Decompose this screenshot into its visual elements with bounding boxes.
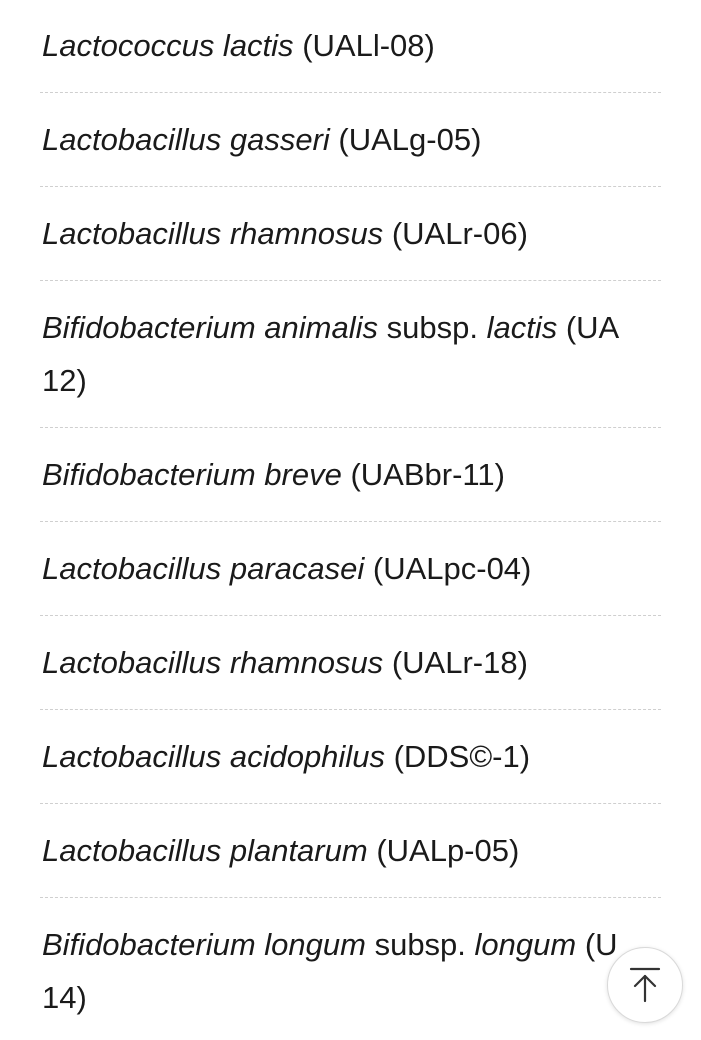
strain-name: Lactobacillus rhamnosus: [42, 645, 384, 680]
strain-name: Lactobacillus gasseri: [42, 122, 330, 157]
strain-code: (DDS©-1): [393, 739, 531, 774]
list-item: [40, 710, 661, 804]
strain-name: Lactobacillus paracasei: [42, 551, 365, 586]
strain-name: Bifidobacterium breve: [42, 457, 342, 492]
list-item: [40, 898, 661, 1040]
list-item: [40, 804, 661, 898]
strain-name: Bifidobacterium animalis: [42, 310, 378, 345]
subspecies-label: subsp.: [386, 310, 478, 345]
list-item: [40, 616, 661, 710]
strain-name: Lactobacillus plantarum: [42, 833, 368, 868]
strain-name: Lactobacillus rhamnosus: [42, 216, 384, 251]
subspecies-label: subsp.: [374, 927, 466, 962]
strain-code-continued: 12): [42, 363, 87, 398]
strain-name: Lactococcus lactis: [42, 28, 294, 63]
list-item: [40, 522, 661, 616]
arrow-up-to-top-icon: [628, 966, 662, 1004]
strain-name: Lactobacillus acidophilus: [42, 739, 385, 774]
list-item: [40, 281, 661, 428]
strain-code: (UALr-06): [391, 216, 528, 251]
strain-code: (UABbr-11): [350, 457, 505, 492]
list-item: [40, 187, 661, 281]
subspecies-name: longum: [474, 927, 577, 962]
strain-code: (UALl-08): [302, 28, 435, 63]
list-item: [40, 0, 661, 93]
strain-code: (UALpc-04): [372, 551, 532, 586]
strain-code-continued: 14): [42, 980, 87, 1015]
strain-code: (UA: [565, 310, 620, 345]
subspecies-name: lactis: [486, 310, 558, 345]
strain-name: Bifidobacterium longum: [42, 927, 366, 962]
strain-code: (UALr-18): [391, 645, 528, 680]
strain-code: (U: [584, 927, 618, 962]
list-item: [40, 93, 661, 187]
scroll-to-top-button[interactable]: [607, 947, 683, 1023]
strain-code: (UALp-05): [376, 833, 520, 868]
strain-code: (UALg-05): [338, 122, 482, 157]
list-item: [40, 428, 661, 522]
probiotic-strain-list: [40, 0, 661, 1040]
